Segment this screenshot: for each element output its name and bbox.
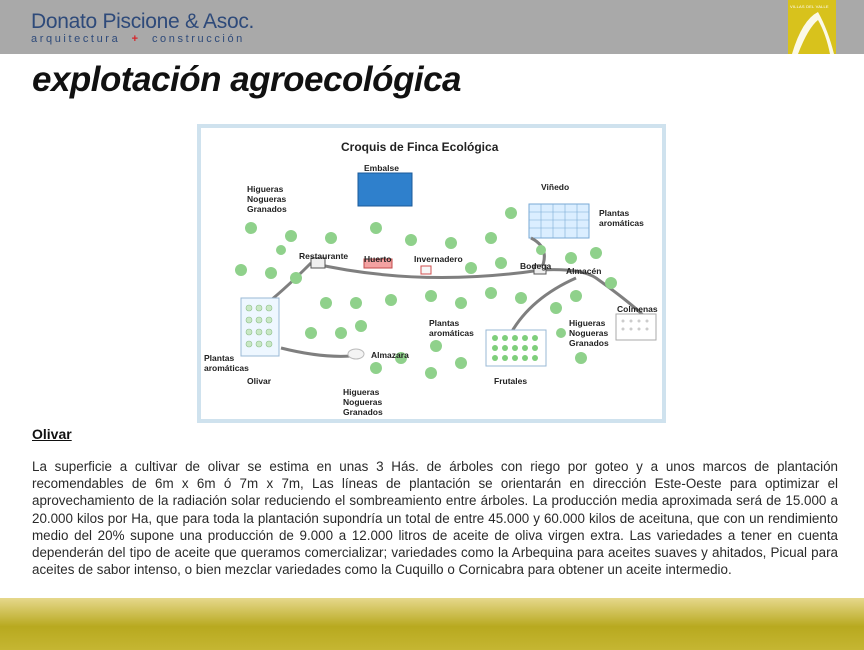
brand-tagline-left: arquitectura [31, 33, 121, 45]
greenhouse-building [421, 266, 431, 274]
label-almacen: Almacén [566, 266, 602, 276]
label-line: Plantas [429, 318, 460, 328]
label-line: Nogueras [343, 397, 383, 407]
oil-mill-building [348, 349, 364, 359]
label-olivar: Olivar [247, 376, 272, 386]
header-bar [0, 0, 864, 54]
label-embalse: Embalse [364, 163, 399, 173]
label-plantas-left [204, 353, 249, 373]
label-line: Granados [569, 338, 609, 348]
label-line: Higueras [569, 318, 606, 328]
label-bodega: Bodega [520, 261, 552, 271]
logo-text: VILLAS DEL VALLE [790, 4, 829, 9]
label-higueras-bottom [343, 387, 383, 417]
label-colmenas: Colmenas [617, 304, 658, 314]
brand-tagline-plus: + [131, 33, 141, 45]
beehives-shape [616, 314, 656, 340]
company-logo [788, 0, 836, 54]
vineyard-shape [529, 204, 589, 238]
section-heading: Olivar [32, 426, 72, 442]
reservoir-shape [358, 173, 412, 206]
brand-tagline [31, 33, 245, 45]
label-line: Higueras [247, 184, 284, 194]
label-line: Nogueras [247, 194, 287, 204]
label-line: Plantas [204, 353, 235, 363]
label-plantas-top [599, 208, 644, 228]
label-line: Higueras [343, 387, 380, 397]
label-line: aromáticas [204, 363, 249, 373]
map-title: Croquis de Finca Ecológica [341, 140, 499, 154]
farm-sketch-map [197, 124, 666, 423]
brand-tagline-right: construcción [151, 33, 245, 45]
label-restaurante: Restaurante [299, 251, 349, 261]
label-line: Granados [343, 407, 383, 417]
label-line: aromáticas [429, 328, 474, 338]
label-line: aromáticas [599, 218, 644, 228]
label-line: Plantas [599, 208, 630, 218]
label-line: Nogueras [569, 328, 609, 338]
label-huerto: Huerto [364, 254, 392, 264]
label-plantas-mid [429, 318, 474, 338]
label-invernadero: Invernadero [414, 254, 463, 264]
footer-band [0, 598, 864, 650]
label-almazara: Almazara [371, 350, 409, 360]
label-line: Granados [247, 204, 287, 214]
page-title: explotación agroecológica [32, 60, 461, 99]
label-higueras-top [247, 184, 287, 214]
label-vinedo: Viñedo [541, 182, 570, 192]
label-higueras-right [569, 318, 609, 348]
label-frutales: Frutales [494, 376, 528, 386]
brand-name: Donato Piscione & Asoc. [31, 10, 255, 33]
section-body: La superficie a cultivar de olivar se estima en unas 3 Hás. de árboles con riego por goteo y a unos marcos de plantación recomendables de 6m x 6m ó 7m x 7m, Las líneas de plantación se orientarán en dirección Este-Oeste para optimizar el aprovechamiento de la radiación solar reduciendo el sombreamiento entre árboles. La producción media aproximada será de 15.000 a 20.000 kilos por Ha, que para toda la plantación supondría un total de entre 45.000 y 60.000 kilos de aceituna, que con un rendimiento medio del 20% supone una producción de 9.000 a 12.000 litros de aceite de oliva virgen extra. Las variedades a tener en cuenta dependerán del tipo de aceite que queramos comercializar; variedades como la Arbequina para aceites suaves y ahitados, Picual para aceites de sabor intenso, o bien mezclar variedades como la Cuquillo o Cornicabra para obtener un aceite intermedio. [32, 459, 838, 578]
